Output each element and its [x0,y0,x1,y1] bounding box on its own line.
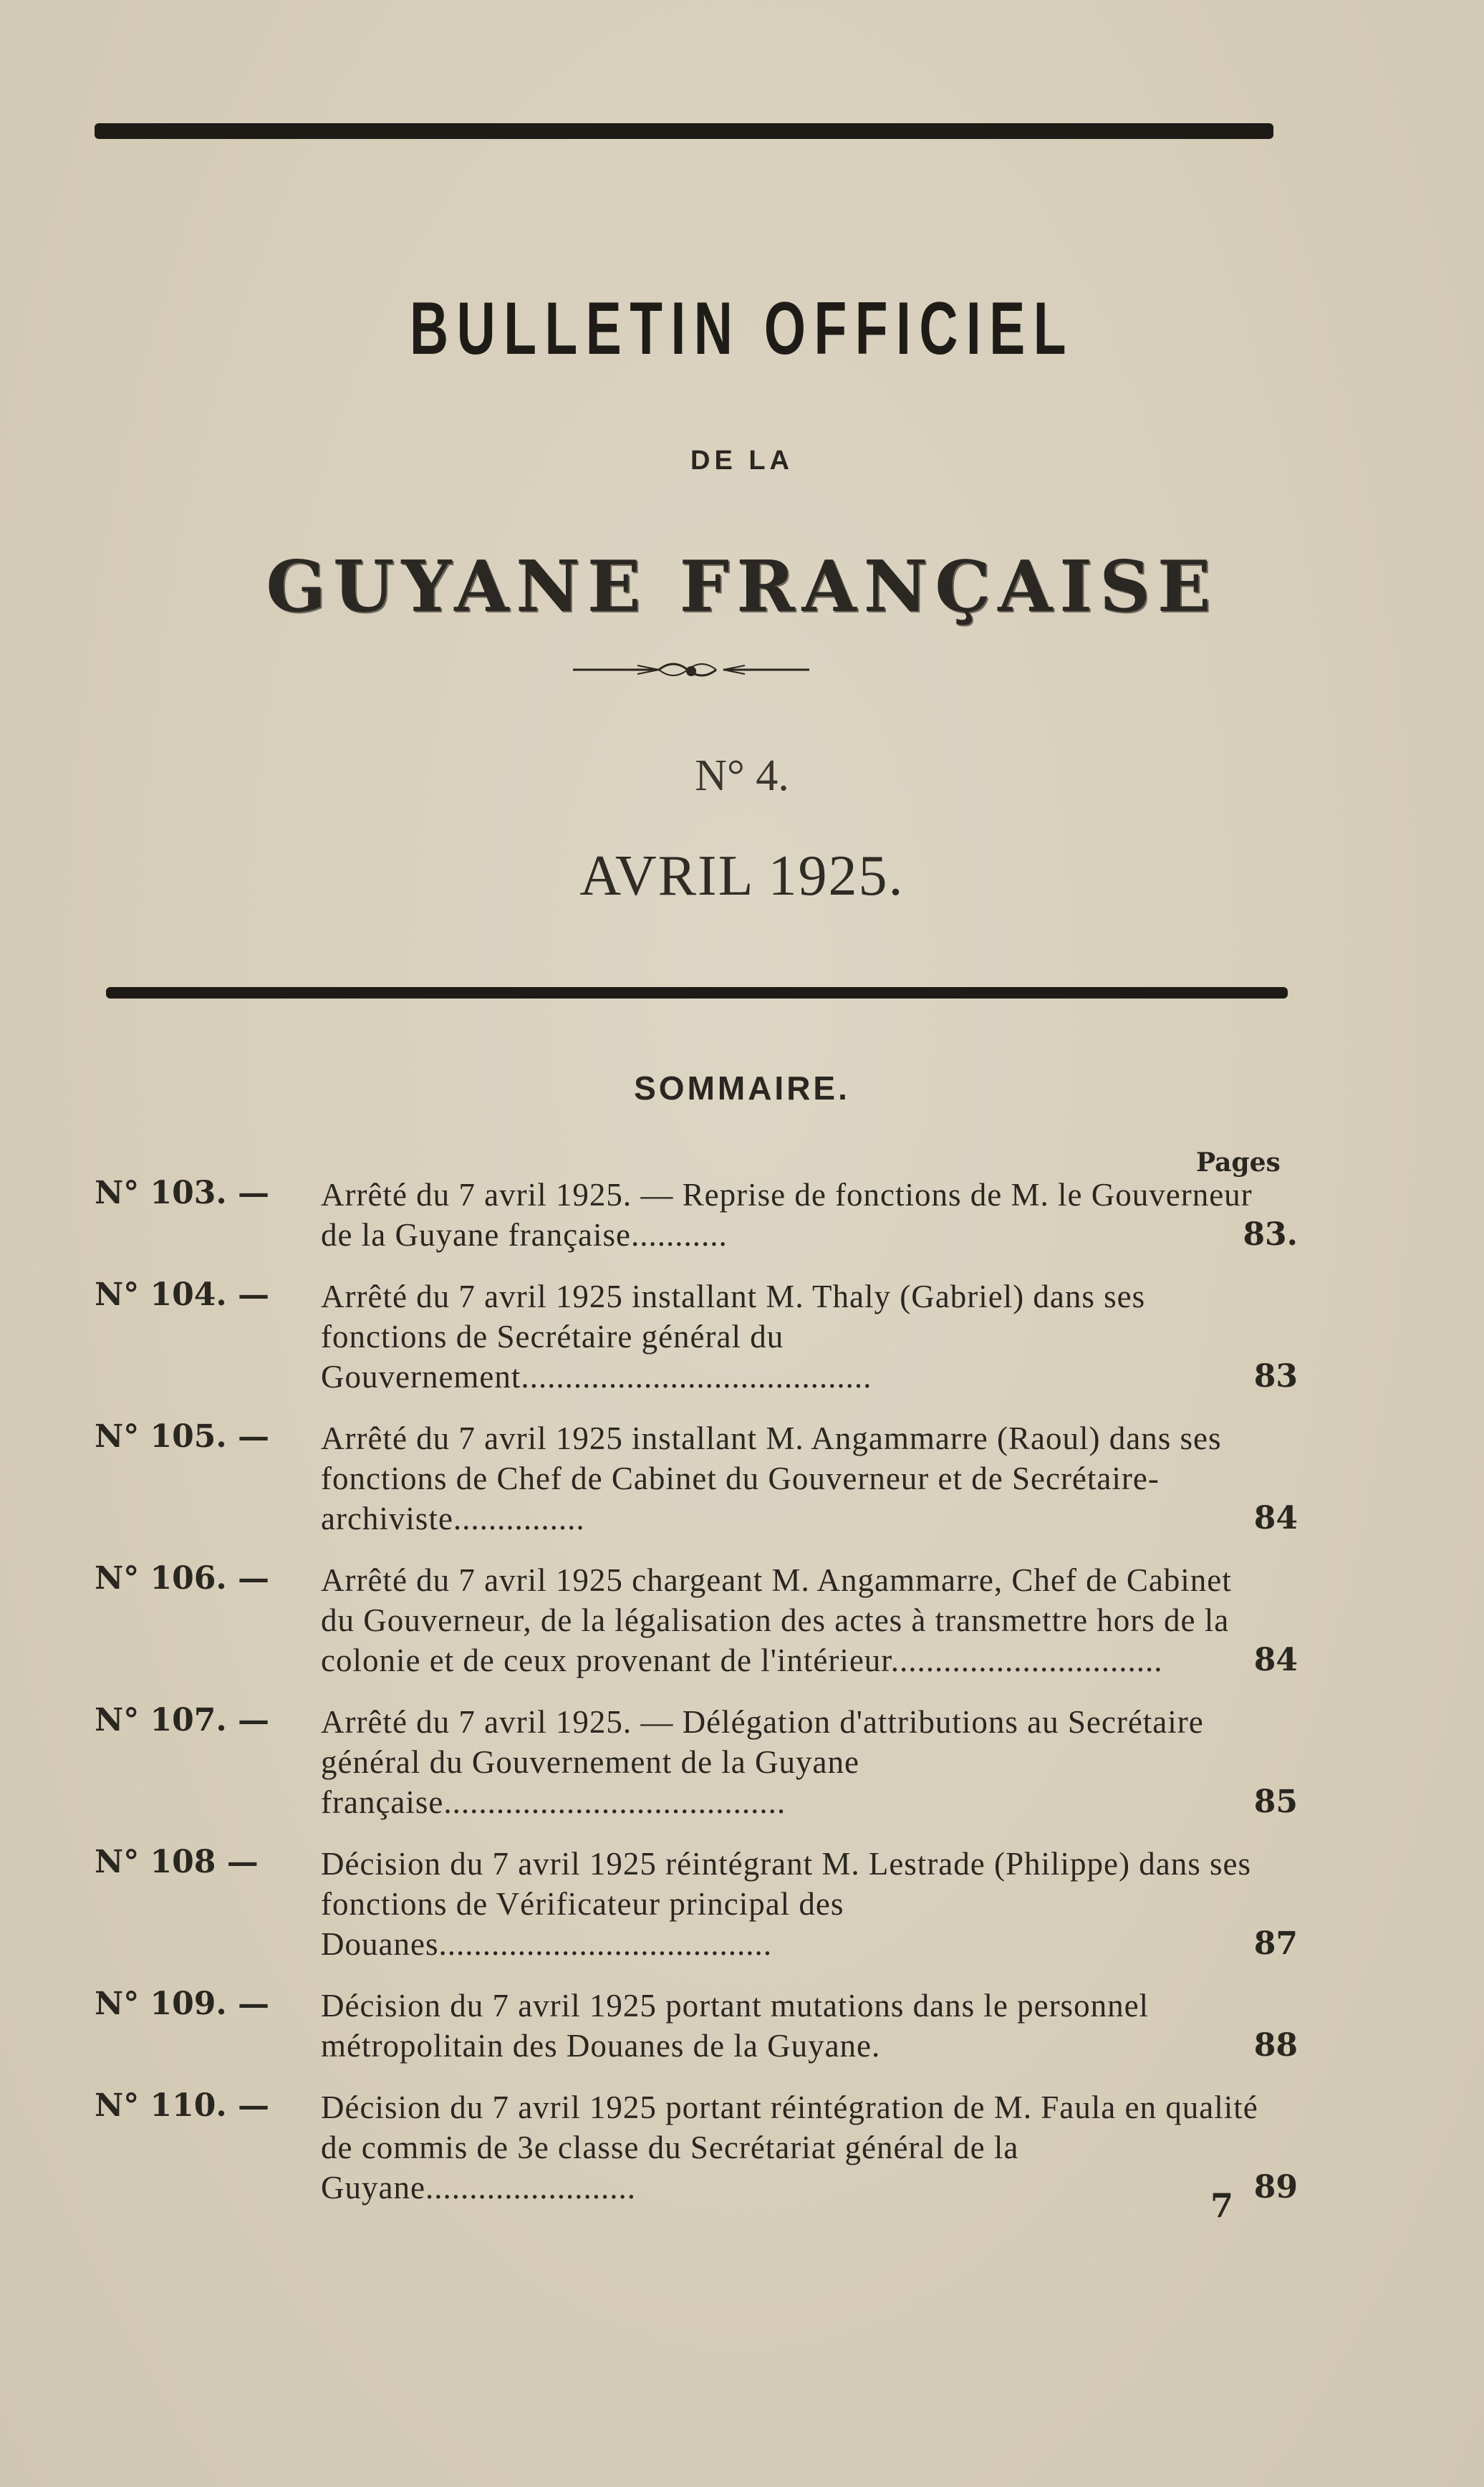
toc-entry-text: Arrêté du 7 avril 1925 installant M. Thaly (Gabriel) dans ses fonctions de Secrétaire général du Gouvernement........................................ [321,1279,1146,1395]
toc-entry [95,2087,1298,2208]
toc-entry-number: N° 108 — [95,1844,259,1880]
table-of-contents [95,1169,1298,2208]
toc-entry-page: 84 [1253,1642,1298,1678]
toc-entry-number: N° 107. — [95,1702,270,1738]
bulletin-title: BULLETIN OFFICIEL [410,287,1074,370]
issue-date: AVRIL 1925. [579,845,905,908]
toc-entry-page: 85 [1253,1784,1298,1820]
toc-entry [95,1276,1298,1397]
toc-entry-text: Décision du 7 avril 1925 portant mutations dans le personnel métropolitain des Douanes de la Guyane. [321,1988,1150,2064]
toc-entry-page: 87 [1253,1925,1298,1962]
toc-entry-page: 89 [1253,2169,1298,2205]
top-rule [95,123,1273,139]
toc-entry-number: N° 105. — [95,1418,270,1455]
toc-entry-number: N° 109. — [95,1986,270,2022]
toc-entry [95,1418,1298,1539]
toc-entry-page: 83. [1243,1216,1298,1253]
summary-heading: SOMMAIRE. [634,1069,850,1107]
toc-entry-page: 84 [1253,1500,1298,1536]
toc-entry-page: 83 [1253,1358,1298,1395]
toc-entry-text: Arrêté du 7 avril 1925 chargeant M. Angammarre, Chef de Cabinet du Gouverneur, de la légalisation des actes à transmettre hors de la colonie et de ceux provenant de l'intérieur............................... [321,1562,1232,1678]
issue-number: N° 4. [695,751,789,800]
toc-entry-number: N° 103. — [95,1175,270,1211]
toc-entry-page: 88 [1253,2027,1298,2064]
toc-entry-text: Décision du 7 avril 1925 réintégrant M. Lestrade (Philippe) dans ses fonctions de Vérificateur principal des Douanes...................................... [321,1846,1251,1962]
toc-entry [95,1175,1298,1255]
toc-entry-number: N° 104. — [95,1276,270,1313]
toc-entry [95,1560,1298,1680]
toc-entry [95,1702,1298,1822]
toc-entry-number: N° 110. — [95,2087,270,2124]
toc-entry-text: Arrêté du 7 avril 1925. — Reprise de fonctions de M. le Gouverneur de la Guyane française........... [321,1177,1253,1253]
bulletin-subtitle: DE LA [690,446,794,476]
colony-name: GUYANE FRANÇAISE [266,546,1218,628]
middle-rule [106,987,1288,999]
toc-entry [95,1986,1298,2066]
toc-entry [95,1844,1298,1964]
signature-mark: 7 [1210,2186,1234,2225]
toc-entry-text: Arrêté du 7 avril 1925 installant M. Angammarre (Raoul) dans ses fonctions de Chef de Cabinet du Gouverneur et de Secrétaire-archiviste............... [321,1420,1222,1536]
toc-entry-text: Décision du 7 avril 1925 portant réintégration de M. Faula en qualité de commis de 3e classe du Secrétariat général de la Guyane........................ [321,2089,1258,2205]
pages-column-label: Pages [1196,1148,1281,1178]
toc-entry-number: N° 106. — [95,1560,270,1597]
ornament-icon [566,648,816,691]
toc-entry-text: Arrêté du 7 avril 1925. — Délégation d'attributions au Secrétaire général du Gouvernement de la Guyane française....................................... [321,1704,1204,1820]
